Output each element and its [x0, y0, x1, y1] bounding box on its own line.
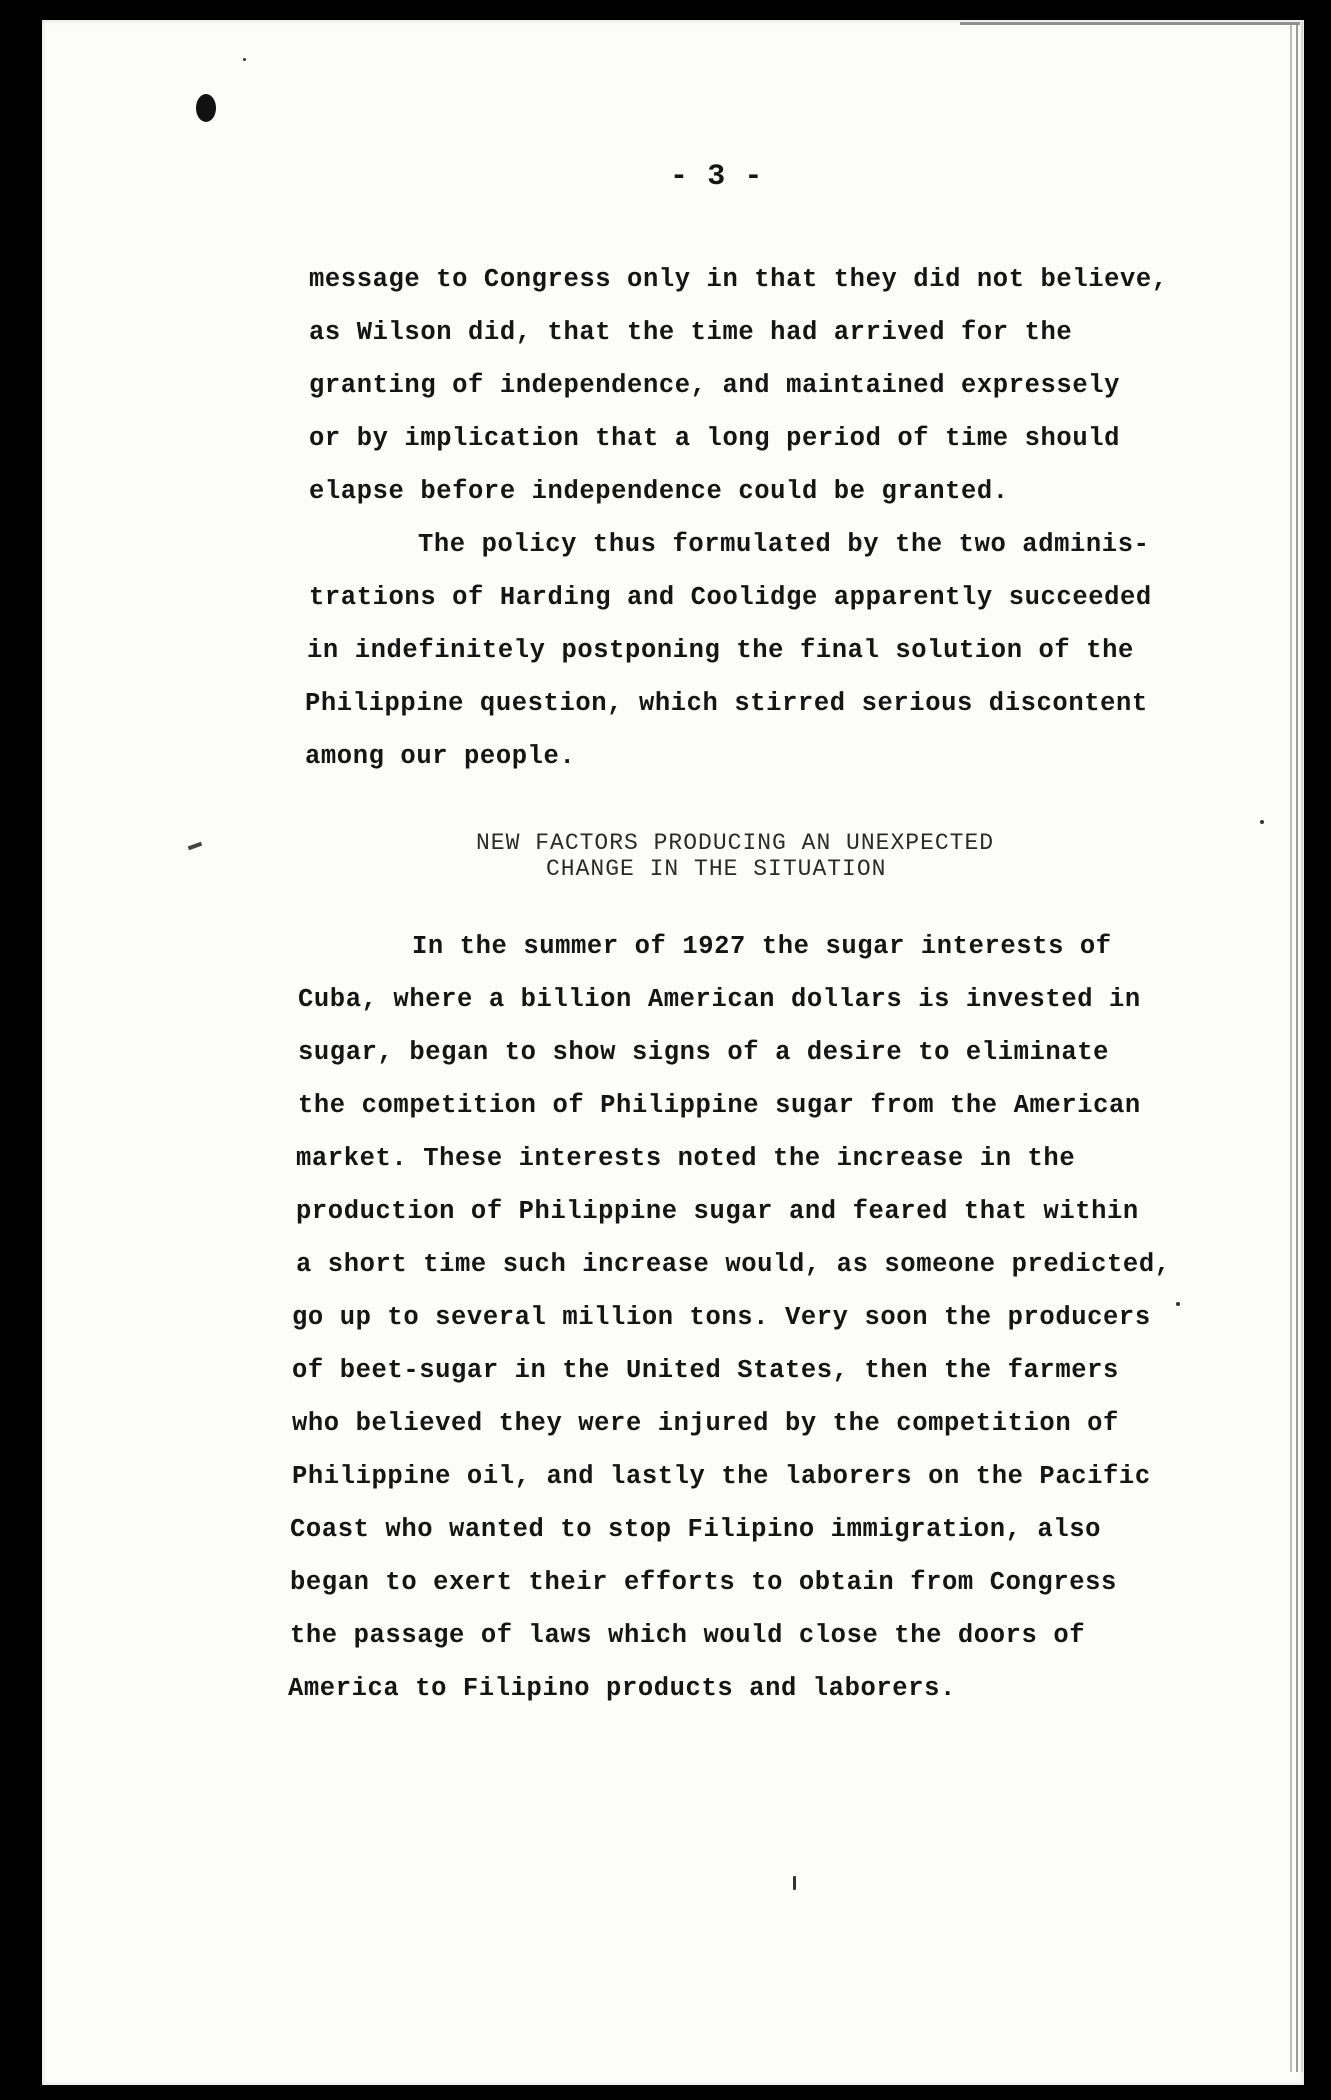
- page-edge: [1290, 22, 1292, 2072]
- paragraph-line: as Wilson did, that the time had arrived for the: [309, 318, 1073, 347]
- page-edge: [1301, 22, 1303, 2072]
- page-edge: [1296, 22, 1298, 2072]
- page-number: - 3 -: [670, 160, 764, 194]
- paragraph-line: the passage of laws which would close the doors of: [290, 1621, 1086, 1650]
- paragraph-line: message to Congress only in that they did not believe,: [309, 265, 1168, 294]
- paragraph-line: a short time such increase would, as someone predicted,: [296, 1250, 1171, 1279]
- paragraph-line: granting of independence, and maintained expressely: [309, 371, 1121, 400]
- paragraph-line: Coast who wanted to stop Filipino immigration, also: [290, 1515, 1102, 1544]
- section-heading: CHANGE IN THE SITUATION: [546, 856, 887, 882]
- paragraph-line: production of Philippine sugar and feared that within: [296, 1197, 1139, 1226]
- paragraph-line: Cuba, where a billion American dollars is invested in: [298, 985, 1141, 1014]
- paragraph-line: market. These interests noted the increase in the: [296, 1144, 1076, 1173]
- paragraph-line: or by implication that a long period of time should: [309, 424, 1121, 453]
- paragraph-line: go up to several million tons. Very soon the producers: [292, 1303, 1151, 1332]
- paragraph-line: In the summer of 1927 the sugar interests of: [412, 932, 1112, 961]
- paragraph-line: the competition of Philippine sugar from the American: [298, 1091, 1141, 1120]
- paragraph-line: Philippine question, which stirred serious discontent: [305, 689, 1148, 718]
- paragraph-line: elapse before independence could be granted.: [309, 477, 1009, 506]
- speck: [1260, 820, 1264, 824]
- page-top-edge: [960, 22, 1300, 25]
- section-heading: NEW FACTORS PRODUCING AN UNEXPECTED: [476, 830, 995, 856]
- paragraph-line: sugar, began to show signs of a desire to eliminate: [298, 1038, 1110, 1067]
- speck: [243, 58, 246, 61]
- paragraph-line: in indefinitely postponing the final solution of the: [307, 636, 1134, 665]
- paragraph-line: who believed they were injured by the competition of: [292, 1409, 1119, 1438]
- paragraph-line: among our people.: [305, 742, 576, 771]
- paragraph-line: The policy thus formulated by the two adminis-: [418, 530, 1150, 559]
- paragraph-line: of beet-sugar in the United States, then the farmers: [292, 1356, 1119, 1385]
- paragraph-line: began to exert their efforts to obtain from Congress: [290, 1568, 1117, 1597]
- paragraph-line: trations of Harding and Coolidge apparently succeeded: [309, 583, 1152, 612]
- paragraph-line: Philippine oil, and lastly the laborers on the Pacific: [292, 1462, 1151, 1491]
- speck: [793, 1876, 796, 1890]
- ink-blot: [196, 94, 216, 122]
- speck: [1176, 1302, 1180, 1306]
- paragraph-line: America to Filipino products and laborers.: [288, 1674, 956, 1703]
